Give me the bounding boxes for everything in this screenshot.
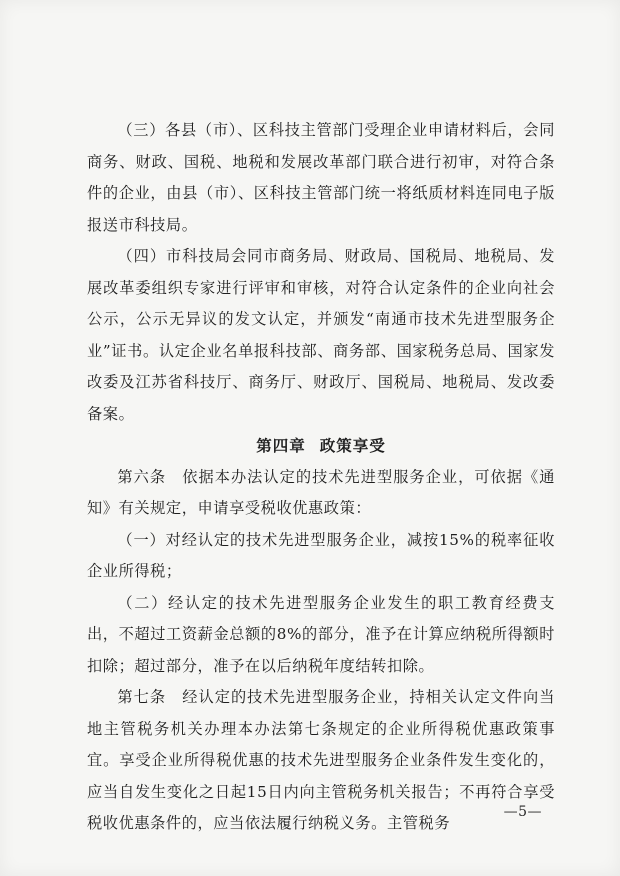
page-number: —5— (503, 804, 542, 820)
chapter-heading (87, 430, 555, 462)
document-body (87, 115, 555, 840)
paragraph-article-6: 第六条 依据本办法认定的技术先进型服务企业，可依据《通知》有关规定，申请享受税收优惠政策： (87, 467, 555, 517)
paragraph-item-2: （二）经认定的技术先进型服务企业发生的职工教育经费支出，不超过工资薪金总额的8%的部分，准予在计算应纳税所得额时扣除；超过部分，准予在以后纳税年度结转扣除。 (87, 593, 555, 675)
paragraph-section-3: （三）各县（市）、区科技主管部门受理企业申请材料后，会同商务、财政、国税、地税和发展改革部门联合进行初审，对符合条件的企业，由县（市）、区科技主管部门统一将纸质材料连同电子版报送市科技局。 (87, 121, 555, 234)
chapter-number: 第四章 (256, 436, 306, 455)
chapter-title: 政策享受 (319, 436, 386, 455)
paragraph-article-7: 第七条 经认定的技术先进型服务企业，持相关认定文件向当地主管税务机关办理本办法第七条规定的企业所得税优惠政策事宜。享受企业所得税优惠的技术先进型服务企业条件发生变化的，应当自发生变化之日起15日内向主管税务机关报告；不再符合享受税收优惠条件的，应当依法履行纳税义务。主管税务 (87, 688, 555, 832)
paragraph-item-1: （一）对经认定的技术先进型服务企业，减按15%的税率征收企业所得税； (87, 530, 555, 580)
paragraph-section-4: （四）市科技局会同市商务局、财政局、国税局、地税局、发展改革委组织专家进行评审和审核，对符合认定条件的企业向社会公示，公示无异议的发文认定，并颁发“南通市技术先进型服务企业”证书。认定企业名单报科技部、商务部、国家税务总局、国家发改委及江苏省科技厅、商务厅、财政厅、国税局、地税局、发改委备案。 (87, 247, 555, 423)
